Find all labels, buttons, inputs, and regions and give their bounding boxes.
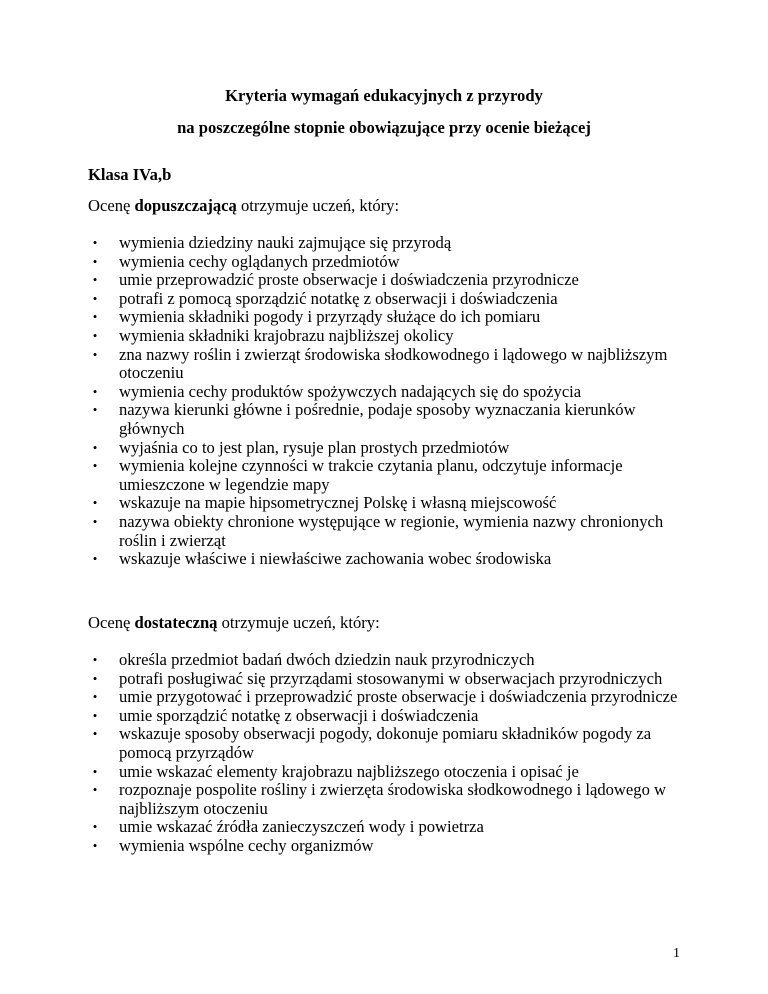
bullet-dot-icon: •: [92, 383, 98, 399]
bullet-dot-icon: •: [92, 235, 98, 250]
bullet-dot-icon: •: [92, 689, 98, 705]
intro-prefix: Ocenę: [88, 196, 135, 215]
document-title: Kryteria wymagań edukacyjnych z przyrody: [225, 86, 543, 105]
list-item-text: wyjaśnia co to jest plan, rysuje plan prostych przedmiotów: [119, 437, 510, 457]
list-item: [88, 550, 688, 569]
list-item-text: nazywa obiekty chronione występujące w regionie, wymienia nazwy chronionych roślin i zwierząt: [119, 511, 664, 550]
list-item: [88, 513, 688, 550]
bullet-dot-icon: •: [92, 652, 98, 667]
bullet-dot-icon: •: [92, 782, 98, 798]
page-number: 1: [673, 946, 680, 961]
list-item-text: wymienia dziedziny nauki zajmujące się przyrodą: [119, 233, 452, 252]
intro-suffix: otrzymuje uczeń, który:: [217, 613, 380, 632]
list-item: [88, 781, 688, 818]
list-item-text: nazywa kierunki główne i pośrednie, podaje sposoby wyznaczania kierunków głównych: [119, 400, 636, 438]
list-item-text: umie wskazać źródła zanieczyszczeń wody i powietrza: [119, 817, 484, 837]
list-item-text: wymienia cechy oglądanych przedmiotów: [119, 251, 400, 271]
list-item: [88, 688, 688, 707]
list-item: [88, 763, 688, 782]
list-item-text: wymienia składniki pogody i przyrządy służące do ich pomiaru: [119, 307, 541, 327]
criteria-list-dopuszczajaca: [88, 234, 688, 569]
list-item-text: wymienia wspólne cechy organizmów: [119, 835, 374, 855]
bullet-dot-icon: •: [92, 763, 98, 779]
bullet-dot-icon: •: [92, 670, 98, 686]
list-item-text: umie przygotować i przeprowadzić proste obserwacje i doświadczenia przyrodnicze: [119, 687, 678, 707]
list-item: [88, 271, 688, 290]
criteria-list-dostateczna: [88, 651, 688, 856]
list-item: [88, 234, 688, 253]
list-item: [88, 494, 688, 513]
list-item-text: wskazuje sposoby obserwacji pogody, dokonuje pomiaru składników pogody za pomocą przyrządów: [119, 724, 652, 762]
document-subtitle: na poszczególne stopnie obowiązujące przy ocenie bieżącej: [177, 118, 591, 137]
intro-prefix: Ocenę: [88, 613, 135, 632]
class-heading: Klasa IVa,b: [88, 165, 172, 184]
grade-intro-dostateczna: [88, 613, 380, 633]
bullet-dot-icon: •: [92, 513, 98, 529]
list-item-text: wymienia cechy produktów spożywczych nadających się do spożycia: [119, 381, 582, 401]
list-item: [88, 670, 688, 689]
list-item-text: potrafi posługiwać się przyrządami stosowanymi w obserwacjach przyrodniczych: [119, 668, 663, 688]
list-item: [88, 383, 688, 402]
grade-name: dostateczną: [134, 613, 218, 632]
bullet-dot-icon: •: [92, 290, 98, 306]
bullet-dot-icon: •: [92, 707, 98, 723]
list-item-text: wymienia składniki krajobrazu najbliższej okolicy: [119, 325, 454, 345]
list-item-text: potrafi z pomocą sporządzić notatkę z obserwacji i doświadczenia: [119, 288, 558, 308]
list-item: [88, 439, 688, 458]
grade-name: dopuszczającą: [134, 196, 237, 215]
grade-intro-dopuszczajaca: [88, 196, 399, 216]
bullet-dot-icon: •: [92, 726, 98, 742]
list-item-text: wymienia kolejne czynności w trakcie czytania planu, odczytuje informacje umieszczone w legendzie mapy: [119, 456, 623, 494]
list-item: [88, 290, 688, 309]
list-item: [88, 837, 688, 856]
list-item: [88, 725, 688, 762]
list-item: [88, 651, 688, 670]
bullet-dot-icon: •: [92, 309, 98, 325]
list-item: [88, 346, 688, 383]
list-item-text: zna nazwy roślin i zwierząt środowiska słodkowodnego i lądowego w najbliższym otoczeniu: [119, 344, 668, 383]
list-item: [88, 707, 688, 726]
bullet-dot-icon: •: [92, 327, 98, 343]
list-item: [88, 253, 688, 272]
bullet-dot-icon: •: [92, 837, 98, 853]
list-item-text: rozpoznaje pospolite rośliny i zwierzęta środowiska słodkowodnego i lądowego w najbliższym otoczeniu: [119, 780, 667, 818]
list-item-text: umie przeprowadzić proste obserwacje i doświadczenia przyrodnicze: [119, 270, 579, 290]
bullet-dot-icon: •: [92, 819, 98, 835]
bullet-dot-icon: •: [92, 439, 98, 455]
bullet-dot-icon: •: [92, 495, 98, 511]
bullet-dot-icon: •: [92, 346, 98, 362]
list-item: [88, 401, 688, 438]
bullet-dot-icon: •: [92, 551, 98, 567]
list-item-text: wskazuje na mapie hipsometrycznej Polskę i własną miejscowość: [119, 493, 557, 513]
bullet-dot-icon: •: [92, 402, 98, 418]
list-item-text: umie wskazać elementy krajobrazu najbliższego otoczenia i opisać je: [119, 761, 579, 781]
intro-suffix: otrzymuje uczeń, który:: [236, 196, 400, 215]
list-item: [88, 327, 688, 346]
list-item-text: określa przedmiot badań dwóch dziedzin nauk przyrodniczych: [119, 650, 535, 669]
list-item: [88, 457, 688, 494]
list-item: [88, 818, 688, 837]
bullet-dot-icon: •: [92, 272, 98, 288]
list-item: [88, 308, 688, 327]
bullet-dot-icon: •: [92, 253, 98, 269]
list-item-text: wskazuje właściwe i niewłaściwe zachowania wobec środowiska: [119, 549, 552, 569]
list-item-text: umie sporządzić notatkę z obserwacji i doświadczenia: [119, 705, 479, 725]
bullet-dot-icon: •: [92, 458, 98, 474]
